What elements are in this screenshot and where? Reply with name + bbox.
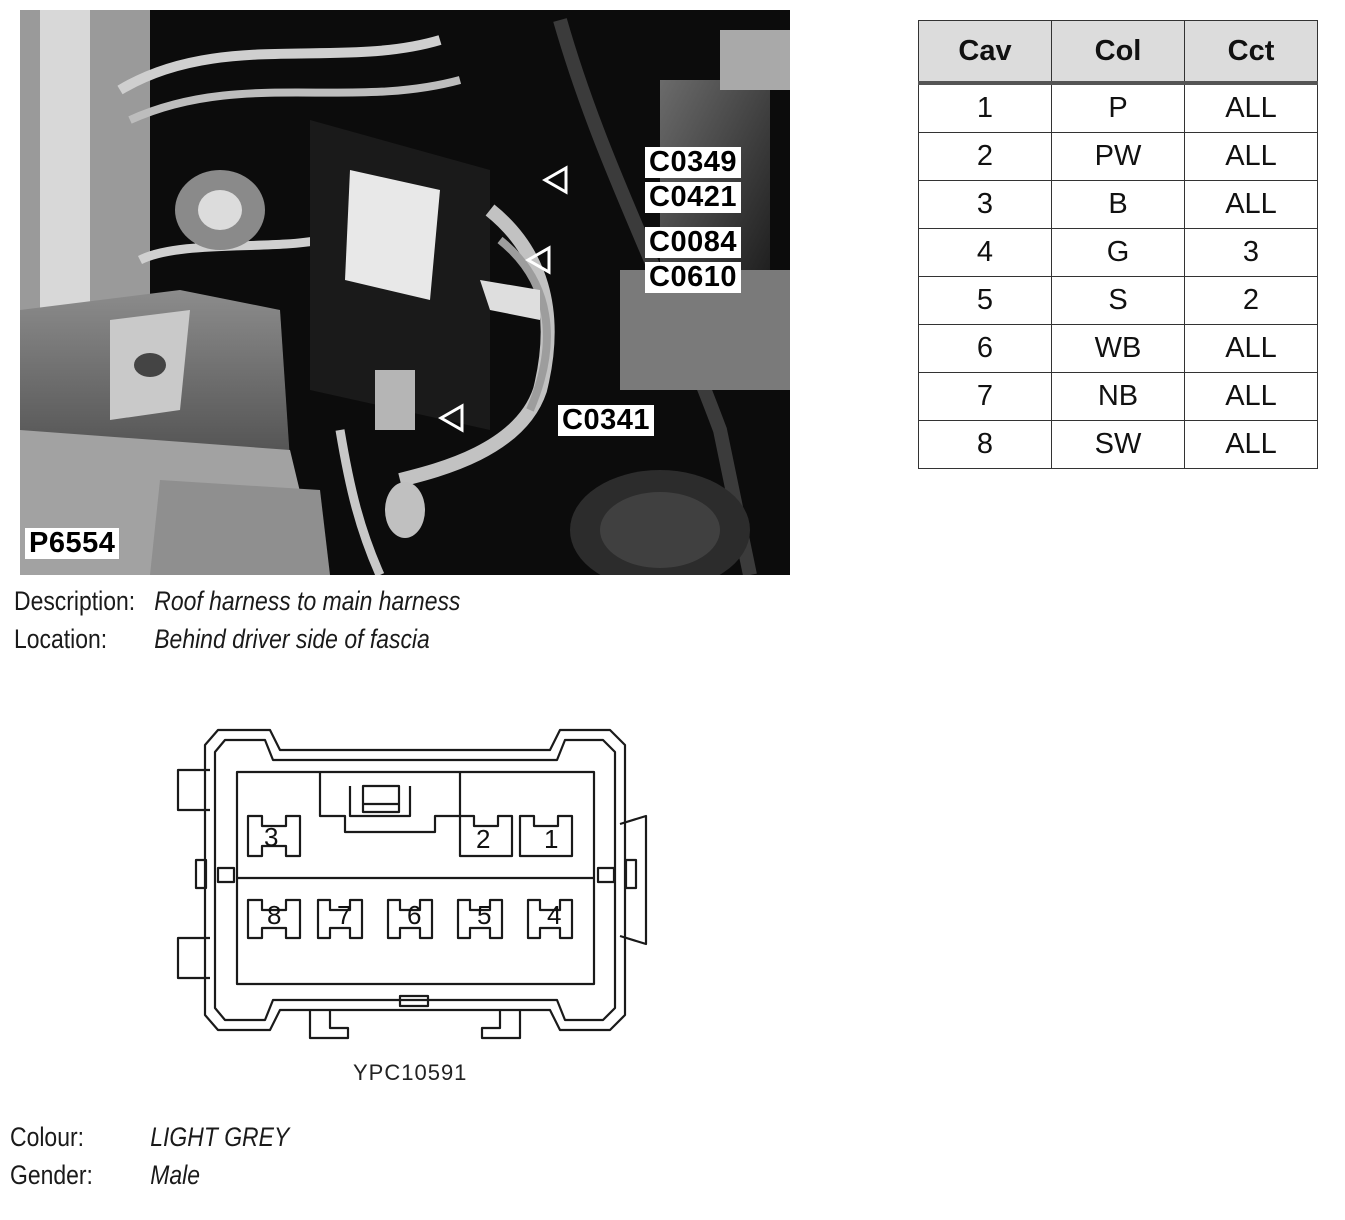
connector-info-upper — [14, 582, 460, 658]
figure-code: YPC10591 — [353, 1060, 468, 1085]
location-row — [14, 620, 460, 658]
cell-cct: 3 — [1185, 229, 1318, 277]
table-row — [919, 421, 1318, 469]
cell-cct: ALL — [1185, 325, 1318, 373]
pointer-triangle-icon — [542, 165, 570, 195]
cell-cct: ALL — [1185, 83, 1318, 133]
cell-col: WB — [1052, 325, 1185, 373]
description-label: Description: — [14, 586, 136, 616]
table-row — [919, 229, 1318, 277]
description-row — [14, 582, 460, 620]
location-value: Behind driver side of fascia — [154, 624, 430, 654]
header-col: Col — [1052, 21, 1185, 84]
cell-cct: ALL — [1185, 421, 1318, 469]
cell-cav: 2 — [919, 133, 1052, 181]
pin-label-1: 1 — [544, 824, 559, 854]
callout-c0349: C0349 — [645, 147, 741, 178]
gender-label: Gender: — [10, 1160, 93, 1190]
pin-label-6: 6 — [407, 900, 422, 930]
cell-col: NB — [1052, 373, 1185, 421]
pin-label-2: 2 — [476, 824, 491, 854]
table-row — [919, 181, 1318, 229]
gender-value: Male — [150, 1160, 201, 1190]
cell-cct: ALL — [1185, 133, 1318, 181]
callout-c0610: C0610 — [645, 262, 741, 293]
cell-cct: ALL — [1185, 181, 1318, 229]
table-header-row — [919, 21, 1318, 84]
pinout-table — [918, 20, 1318, 469]
description-value: Roof harness to main harness — [154, 586, 461, 616]
callout-c0084: C0084 — [645, 227, 741, 258]
connector-face-diagram — [170, 720, 660, 1050]
cell-col: S — [1052, 277, 1185, 325]
header-cct: Cct — [1185, 21, 1318, 84]
callout-c0421: C0421 — [645, 182, 741, 213]
photo-id-label: P6554 — [25, 528, 119, 559]
pin-label-7: 7 — [337, 900, 352, 930]
pin-label-5: 5 — [477, 900, 492, 930]
connector-info-lower — [10, 1118, 289, 1194]
colour-row — [10, 1118, 289, 1156]
cell-col: P — [1052, 83, 1185, 133]
cell-cav: 6 — [919, 325, 1052, 373]
connector-location-photo — [20, 10, 790, 575]
colour-value: LIGHT GREY — [150, 1122, 290, 1152]
cell-cav: 8 — [919, 421, 1052, 469]
cell-cav: 5 — [919, 277, 1052, 325]
pointer-triangle-icon — [525, 245, 553, 275]
gender-row — [10, 1156, 289, 1194]
cell-cav: 4 — [919, 229, 1052, 277]
table-row — [919, 83, 1318, 133]
colour-label: Colour: — [10, 1122, 84, 1152]
pin-label-8: 8 — [267, 900, 282, 930]
table-row — [919, 277, 1318, 325]
pin-label-4: 4 — [547, 900, 562, 930]
cell-col: PW — [1052, 133, 1185, 181]
cell-cav: 3 — [919, 181, 1052, 229]
table-row — [919, 373, 1318, 421]
callout-c0341: C0341 — [558, 405, 654, 436]
cell-col: G — [1052, 229, 1185, 277]
cell-cav: 7 — [919, 373, 1052, 421]
cell-col: SW — [1052, 421, 1185, 469]
pointer-triangle-icon — [438, 403, 466, 433]
table-row — [919, 133, 1318, 181]
cell-cav: 1 — [919, 83, 1052, 133]
cell-cct: ALL — [1185, 373, 1318, 421]
table-row — [919, 325, 1318, 373]
location-label: Location: — [14, 624, 108, 654]
cell-cct: 2 — [1185, 277, 1318, 325]
header-cav: Cav — [919, 21, 1052, 84]
cell-col: B — [1052, 181, 1185, 229]
pin-label-3: 3 — [264, 822, 279, 852]
